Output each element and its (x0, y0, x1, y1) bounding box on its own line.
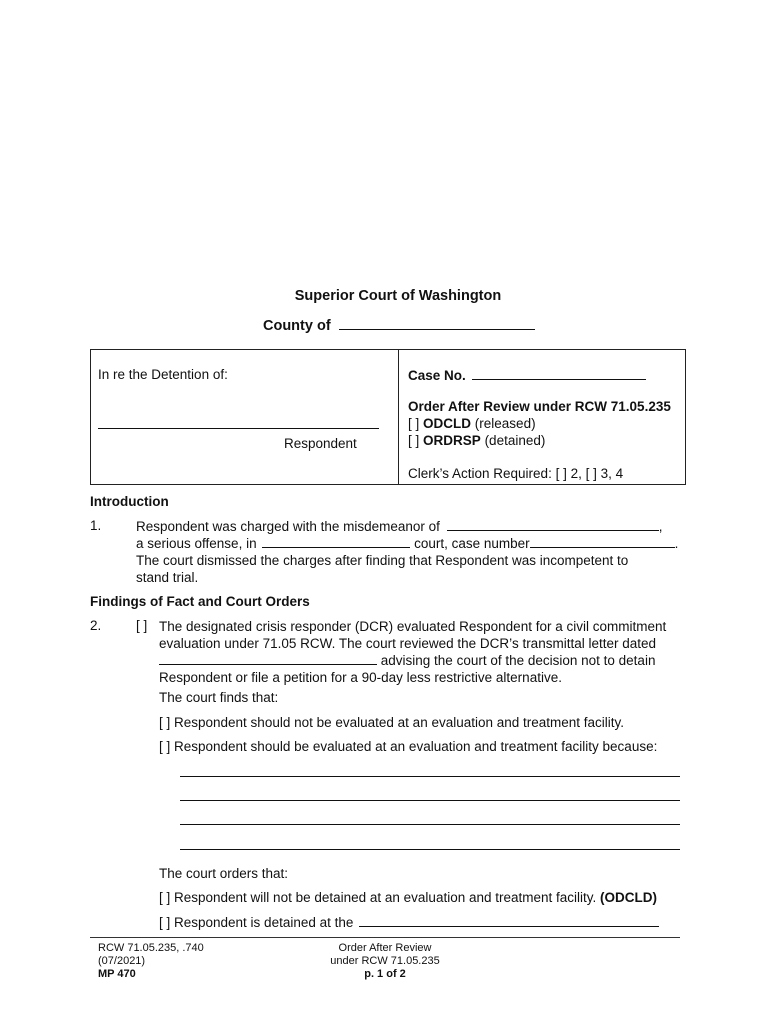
intro-line-2-text-a: a serious offense, in (136, 536, 257, 551)
reason-line-1[interactable] (180, 776, 680, 777)
letter-date-blank[interactable] (159, 652, 377, 665)
facility-blank[interactable] (359, 914, 659, 927)
findings-line-3-text: advising the court of the decision not to detain (380, 653, 656, 668)
in-re-label: In re the Detention of: (98, 367, 228, 382)
option-released (408, 416, 536, 431)
clerk-action: Clerk’s Action Required: [ ] 2, [ ] 3, 4 (408, 466, 624, 481)
case-no-line (408, 367, 646, 383)
finding-not-evaluated[interactable]: [ ] Respondent should not be evaluated at an evaluation and treatment facility. (159, 715, 625, 730)
code-odcld: ODCLD (423, 416, 472, 431)
introduction-heading: Introduction (90, 494, 169, 509)
court-finds-label: The court finds that: (159, 690, 279, 705)
detained-text: (detained) (484, 433, 546, 448)
case-no-label: Case No. (408, 368, 466, 383)
code-ordrsp: ORDRSP (423, 433, 481, 448)
county-label: County of (263, 318, 331, 334)
intro-comma: , (658, 519, 663, 534)
order-detained[interactable] (159, 914, 659, 930)
caption-divider (398, 349, 399, 485)
reason-line-3[interactable] (180, 824, 680, 825)
checkbox-released[interactable]: [ ] (408, 416, 420, 431)
findings-checkbox[interactable]: [ ] (136, 618, 148, 633)
findings-line-2: evaluation under 71.05 RCW. The court reviewed the DCR’s transmittal letter dated (159, 636, 657, 651)
order-title: Order After Review under RCW 71.05.235 (408, 399, 671, 414)
intro-item-number: 1. (90, 518, 102, 533)
reason-line-2[interactable] (180, 800, 680, 801)
case-number-blank[interactable] (530, 535, 675, 548)
findings-line-3 (159, 652, 699, 669)
footer-page: p. 1 of 2 (364, 968, 406, 980)
intro-line-1 (136, 518, 696, 535)
county-blank[interactable] (339, 317, 535, 330)
court-blank[interactable] (262, 535, 410, 548)
order-odcld-code: (ODCLD) (600, 890, 658, 905)
respondent-name-blank[interactable] (98, 428, 379, 429)
intro-line-2 (136, 535, 696, 552)
reason-line-4[interactable] (180, 849, 680, 850)
intro-line-1-text: Respondent was charged with the misdemeanor of (136, 519, 440, 534)
intro-period: . (674, 536, 679, 551)
findings-item-number: 2. (90, 618, 102, 633)
court-title: Superior Court of Washington (294, 288, 502, 304)
footer-rule (90, 937, 680, 938)
footer-subtitle: under RCW 71.05.235 (330, 955, 440, 967)
footer-date: (07/2021) (98, 955, 146, 967)
checkbox-detained[interactable]: [ ] (408, 433, 420, 448)
intro-paragraph (136, 518, 696, 586)
intro-line-2-text-b: court, case number (414, 536, 530, 551)
intro-line-4: stand trial. (136, 570, 199, 585)
findings-line-1: The designated crisis responder (DCR) evaluated Respondent for a civil commitment (159, 619, 667, 634)
footer-center (310, 942, 460, 981)
respondent-label: Respondent (284, 436, 357, 451)
findings-line-4: Respondent or file a petition for a 90-day less restrictive alternative. (159, 670, 562, 685)
findings-heading: Findings of Fact and Court Orders (90, 594, 310, 609)
footer-left (98, 942, 204, 981)
order-detained-text: [ ] Respondent is detained at the (159, 915, 354, 930)
option-detained (408, 433, 545, 448)
finding-evaluated[interactable]: [ ] Respondent should be evaluated at an evaluation and treatment facility because: (159, 739, 658, 754)
misdemeanor-blank[interactable] (447, 518, 659, 531)
order-not-detained-text: [ ] Respondent will not be detained at an evaluation and treatment facility. (159, 890, 597, 905)
footer-title: Order After Review (338, 942, 432, 954)
footer-rcw: RCW 71.05.235, .740 (98, 942, 204, 954)
footer-form-number: MP 470 (98, 968, 136, 980)
findings-paragraph (159, 618, 699, 686)
county-line (263, 317, 535, 334)
order-not-detained[interactable] (159, 890, 657, 905)
court-orders-label: The court orders that: (159, 866, 289, 881)
case-no-blank[interactable] (472, 367, 646, 380)
released-text: (released) (474, 416, 536, 431)
intro-line-3: The court dismissed the charges after finding that Respondent was incompetent to (136, 553, 629, 568)
